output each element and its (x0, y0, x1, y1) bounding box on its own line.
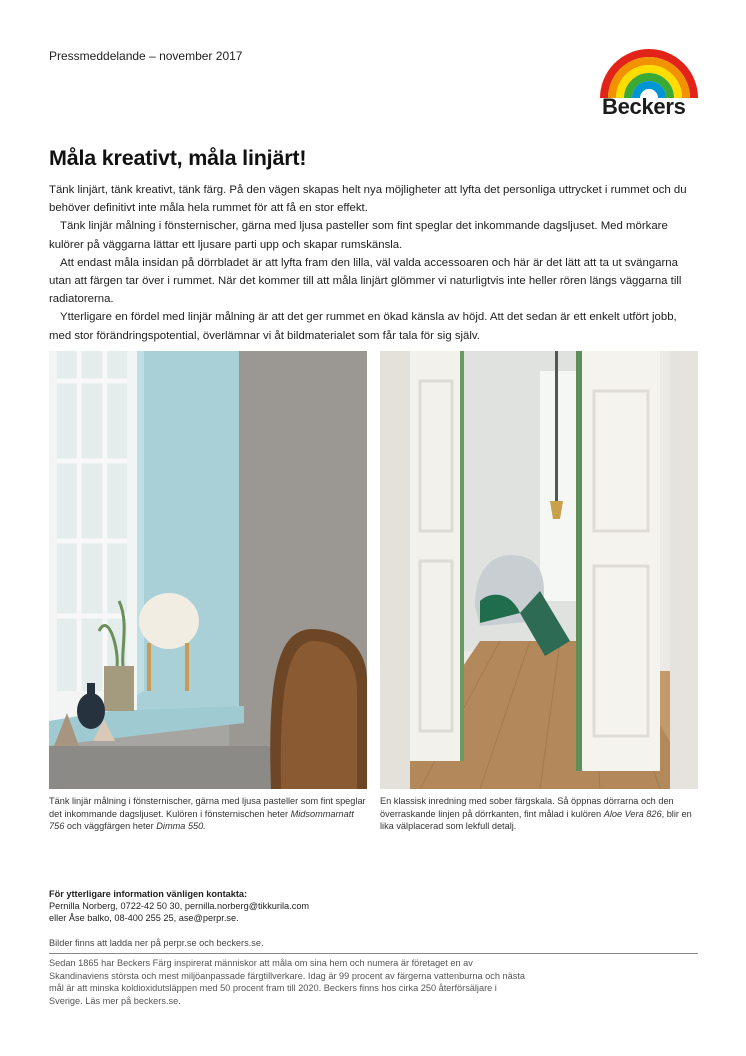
about-company: Sedan 1865 har Beckers Färg inspirerat människor att måla om sina hem och numera är företaget en av Skandinaviens största och mest miljöanpassade färgtillverkare. Idag är 99 procent av färgerna vattenburna och nästa mål är att minska koldioxidutsläppen med 50 procent fram till 2020. Beckers finns hos cirka 250 återförsäljare i Sverige. Läs mer på beckers.se. (49, 958, 525, 1006)
body-text (49, 181, 699, 345)
paragraph-2: Tänk linjär målning i fönsternischer, gärna med ljusa pasteller som fint speglar det inkommande dagsljuset. Med mörkare kulörer på väggarna lättar ett ljusare parti upp och skapar rumskänsla. (49, 220, 668, 251)
press-release-date: Pressmeddelande – november 2017 (49, 49, 243, 63)
paragraph-4: Ytterligare en fördel med linjär målning är att det ger rummet en ökad känsla av höjd. Att det sedan är ett enkelt utfört jobb, med stor förändringspotential, överlämnar vi åt bildmaterialet som får tala för sig själv. (49, 311, 677, 342)
caption-left-text: Tänk linjär målning i fönsternischer, gärna med ljusa pasteller som fint speglar det inkommande dagsljuset. Kulören i fönsternischen heter (49, 796, 366, 819)
contact-heading: För ytterligare information vänligen kontakta: (49, 889, 248, 899)
caption-left (49, 795, 367, 833)
beckers-logo (598, 48, 700, 122)
photo-doorway (380, 351, 698, 789)
paragraph-3: Att endast måla insidan på dörrbladet är att lyfta fram den lilla, väl valda accessoaren och här är det lätt att ta ut svängarna utan att färgen tar över i rummet. När det kommer till att måla linjärt glömmer vi naturligtvis inte heller rören längs väggarna till radiatorerna. (49, 256, 682, 306)
divider (49, 953, 698, 954)
contact-line-1: Pernilla Norberg, 0722-42 50 30, pernilla.norberg@tikkurila.com (49, 901, 310, 912)
caption-right-color-door: Aloe Vera 826 (603, 808, 662, 819)
photo-window-niche (49, 351, 367, 789)
caption-right (380, 795, 698, 833)
caption-left-color-niche: Midsommarnatt 756 (49, 808, 354, 832)
brand-wordmark: Beckers (602, 94, 686, 119)
page-title: Måla kreativt, måla linjärt! (49, 146, 307, 170)
caption-left-color-wall: Dimma 550. (156, 821, 206, 832)
paragraph-1: Tänk linjärt, tänk kreativt, tänk färg. På den vägen skapas helt nya möjligheter att lyfta det personliga uttrycket i rummet och du behöver definitivt inte måla hela rummet för att få en stor effekt. (49, 184, 687, 215)
caption-right-text-2: , blir en lika välplacerad som lekfull detalj. (380, 808, 692, 832)
caption-left-text-2: och väggfärgen heter (64, 821, 157, 832)
contact-block (49, 888, 309, 925)
images-download-note: Bilder finns att ladda ner på perpr.se och beckers.se. (49, 938, 264, 948)
caption-right-text: En klassisk inredning med sober färgskala. Så öppnas dörrarna och den överraskande linjen på dörrkanten, fint målad i kulören (380, 796, 674, 819)
contact-line-2: eller Åse balko, 08-400 255 25, ase@perpr.se. (49, 913, 239, 924)
rainbow-logo-icon (598, 48, 700, 98)
